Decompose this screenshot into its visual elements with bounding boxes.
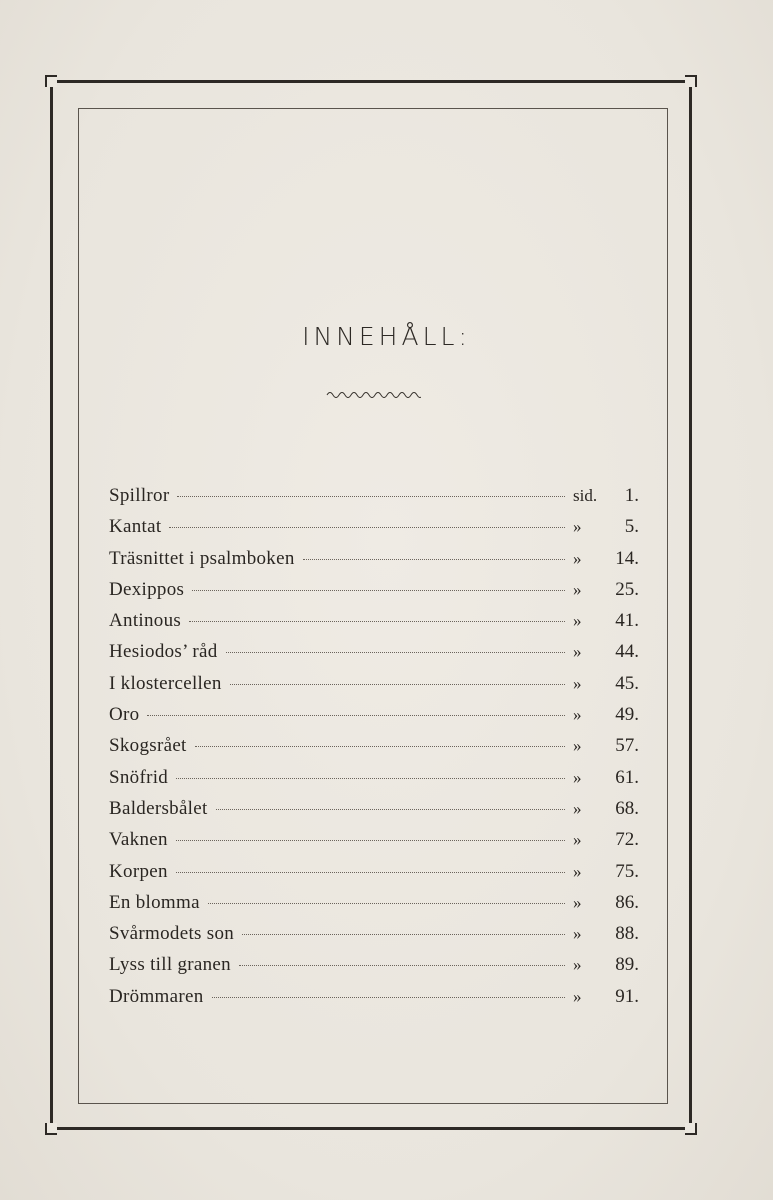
toc-entry-title: Svårmodets son [109,923,235,945]
toc-entry-page: 61. [615,766,639,788]
toc-entry-page: 44. [615,641,639,663]
toc-entry [109,704,639,735]
toc-entry-ref: » [573,767,582,787]
toc-entry-ref: » [573,798,582,818]
dot-leader [176,872,565,873]
toc-entry-page: 5. [624,516,639,538]
toc-entry-ref: » [573,955,582,975]
toc-entry-title: Dexippos [109,578,185,600]
toc-entry-title: Lyss till granen [109,954,231,976]
dot-leader [212,997,566,998]
dot-leader [303,559,565,560]
toc-entry [109,641,639,672]
toc-entry-page: 68. [615,797,639,819]
toc-entry [109,579,639,610]
dot-leader [147,715,565,716]
toc-entry [109,923,639,954]
wavy-divider-ornament [325,389,421,401]
corner-ornament [45,75,57,87]
toc-entry-ref: » [573,705,582,725]
dot-leader [177,496,565,497]
toc-entry-title: Vaknen [109,829,168,851]
toc-entry-page: 72. [615,829,639,851]
toc-entry [109,829,639,860]
toc-entry-page: 49. [615,704,639,726]
dot-leader [176,778,565,779]
toc-entry-title: Drömmaren [109,985,204,1007]
toc-entry-title: Oro [109,704,140,726]
toc-entry [109,516,639,547]
toc-entry-title: I klostercellen [109,672,222,694]
toc-entry-title: Baldersbålet [109,797,208,819]
toc-entry-title: Kantat [109,516,162,538]
page-title: INNEHÅLL: [302,322,471,351]
toc-entry-ref: » [573,517,582,537]
toc-entry-ref: » [573,579,582,599]
dot-leader [189,621,565,622]
toc-entry-page: 89. [615,954,639,976]
toc-entry-title: Skogsrået [109,735,187,757]
corner-ornament [685,75,697,87]
toc-entry-page: 41. [615,610,639,632]
dot-leader [216,809,565,810]
toc-entry [109,798,639,829]
toc-entry-ref: » [573,548,582,568]
toc-entry [109,892,639,923]
corner-ornament [45,1123,57,1135]
dot-leader [226,652,565,653]
toc-entry-ref: » [573,924,582,944]
toc-entry [109,610,639,641]
toc-entry [109,673,639,704]
dot-leader [169,527,565,528]
toc-entry-ref: » [573,673,582,693]
toc-entry [109,735,639,766]
dot-leader [242,934,565,935]
dot-leader [239,965,565,966]
toc-entry-ref: » [573,861,582,881]
toc-entry-page: 1. [624,485,639,506]
toc-entry [109,861,639,892]
toc-entry-title: Spillror [109,485,170,506]
toc-entry-ref: » [573,736,582,756]
toc-entry [109,986,639,1017]
toc-entry-page: 25. [615,578,639,600]
toc-entry-page: 57. [615,735,639,757]
toc-entry-title: En blomma [109,891,200,913]
toc-entry-ref: » [573,892,582,912]
toc-entry-ref: » [573,611,582,631]
dot-leader [192,590,565,591]
toc-entry-page: 88. [615,923,639,945]
toc-entry-ref: » [573,986,582,1006]
toc-entry [109,954,639,985]
toc-entry-title: Antinous [109,610,182,632]
toc-entry-ref: » [573,642,582,662]
dot-leader [230,684,565,685]
toc-entry-page: 86. [615,891,639,913]
toc-entry-ref: sid. [573,486,598,505]
toc-entry-ref: » [573,830,582,850]
dot-leader [208,903,565,904]
dot-leader [195,746,565,747]
toc-entry [109,485,639,516]
toc-entry [109,548,639,579]
toc-entry [109,767,639,798]
toc-entry-page: 14. [615,547,639,569]
toc-entry-title: Korpen [109,860,168,882]
toc-entry-page: 91. [615,985,639,1007]
toc-entry-title: Träsnittet i psalmboken [109,547,295,569]
dot-leader [176,840,565,841]
toc-entry-title: Snöfrid [109,766,169,788]
toc-entry-page: 75. [615,860,639,882]
toc-entry-page: 45. [615,672,639,694]
corner-ornament [685,1123,697,1135]
toc-entry-title: Hesiodos’ råd [109,641,218,663]
table-of-contents [109,485,639,1017]
